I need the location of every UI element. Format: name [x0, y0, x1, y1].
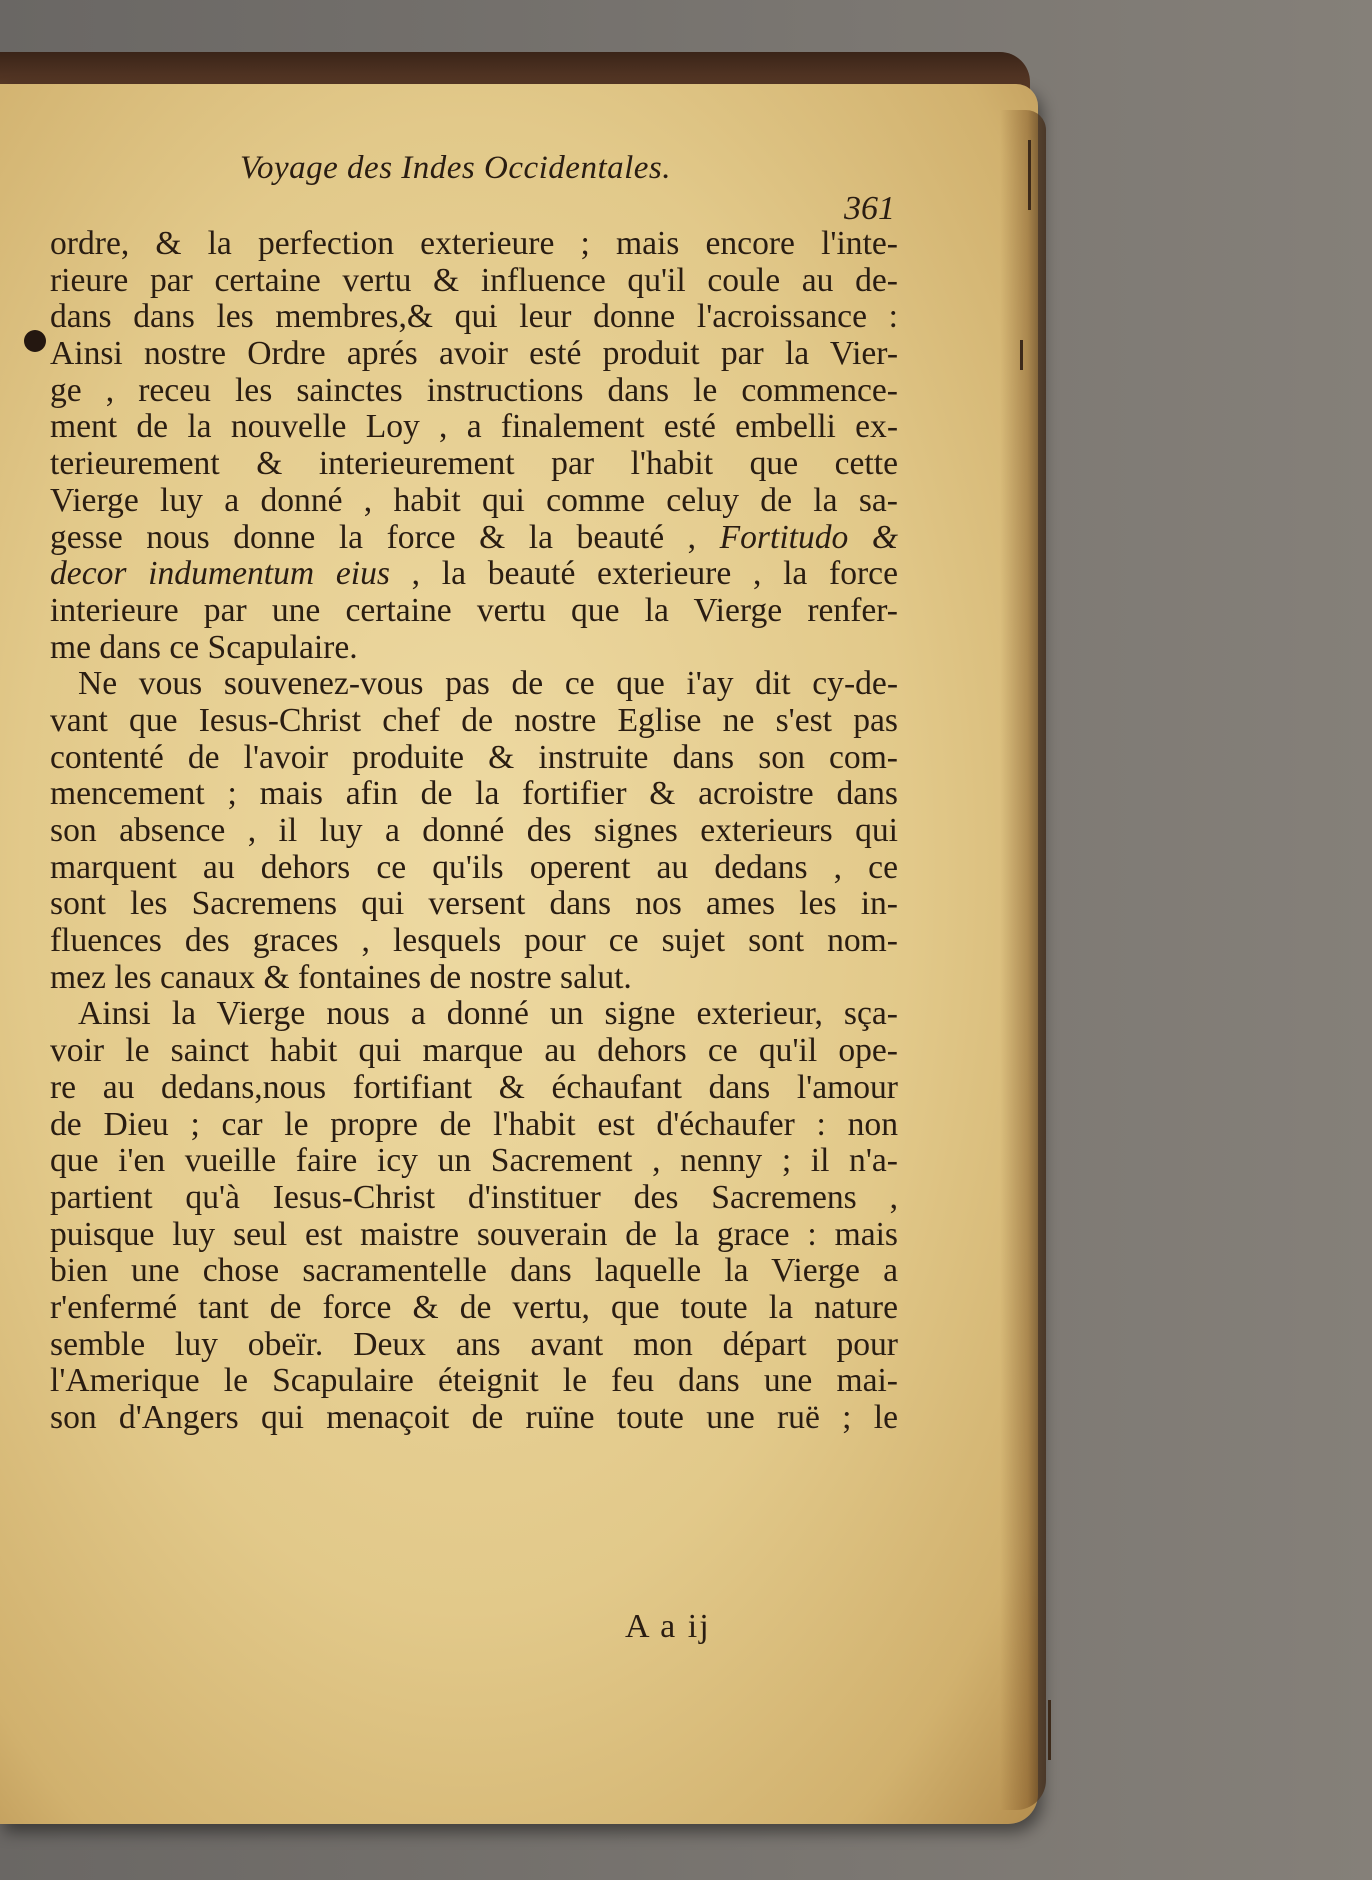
text-line — [50, 666, 898, 703]
text-line — [50, 1070, 898, 1107]
text-line — [50, 1327, 898, 1364]
text-line — [50, 483, 898, 520]
line-text: l'Amerique le Scapulaire éteignit le feu dans une mai- — [50, 1362, 898, 1400]
text-line — [50, 630, 898, 667]
text-line — [50, 299, 898, 336]
text-line — [50, 593, 898, 630]
text-line — [50, 263, 898, 300]
edge-mark — [1020, 340, 1023, 370]
latin-quotation: Fortitudo & — [719, 518, 899, 556]
line-text: son d'Angers qui menaçoit de ruïne toute une ruë ; le — [50, 1399, 898, 1436]
text-line — [50, 923, 898, 960]
latin-quotation: decor indumentum eius — [50, 555, 390, 593]
line-text: me dans ce Scapulaire. — [50, 628, 358, 666]
line-text: r'enfermé tant de force & de vertu, que toute la nature — [50, 1288, 898, 1326]
page-number: 361 — [844, 190, 895, 227]
line-text: partient qu'à Iesus-Christ d'instituer des Sacremens , — [50, 1178, 898, 1216]
ink-blot — [24, 330, 46, 352]
text-line — [50, 1180, 898, 1217]
text-line — [50, 1400, 898, 1437]
line-text: vant que Iesus-Christ chef de nostre Eglise ne s'est pas — [50, 701, 898, 739]
line-text: gesse nous donne la force & la beauté , — [50, 518, 720, 556]
line-text: Vierge luy a donné , habit qui comme celuy de la sa- — [50, 481, 898, 519]
text-line — [50, 1290, 898, 1327]
line-text: , la beauté exterieure , la force — [389, 555, 898, 593]
edge-mark — [1028, 140, 1031, 210]
line-text: Ne vous souvenez-vous pas de ce que i'ay dit cy-de- — [78, 665, 898, 703]
line-text: ge , receu les sainctes instructions dans le commence- — [50, 371, 898, 409]
line-text: re au dedans,nous fortifiant & échaufant dans l'amour — [50, 1068, 898, 1106]
text-line — [50, 850, 898, 887]
line-text: rieure par certaine vertu & influence qu'il coule au de- — [50, 261, 898, 299]
text-line — [50, 1033, 898, 1070]
edge-mark — [1048, 1700, 1051, 1760]
line-text: de Dieu ; car le propre de l'habit est d'échaufer : non — [50, 1105, 898, 1143]
signature-mark: A a ij — [625, 1608, 711, 1645]
text-line — [50, 336, 898, 373]
text-line — [50, 740, 898, 777]
text-line — [50, 226, 898, 263]
line-text: semble luy obeïr. Deux ans avant mon départ pour — [50, 1325, 898, 1363]
line-text: mez les canaux & fontaines de nostre salut. — [50, 958, 632, 996]
text-line — [50, 1107, 898, 1144]
line-text: ment de la nouvelle Loy , a finalement esté embelli ex- — [50, 408, 898, 446]
line-text: terieurement & interieurement par l'habit que cette — [50, 445, 898, 483]
text-line — [50, 886, 898, 923]
text-line — [50, 703, 898, 740]
line-text: son absence , il luy a donné des signes exterieurs qui — [50, 812, 898, 849]
line-text: voir le sainct habit qui marque au dehors ce qu'il ope- — [50, 1032, 898, 1070]
line-text: Ainsi nostre Ordre aprés avoir esté produit par la Vier- — [50, 335, 898, 373]
line-text: interieure par une certaine vertu que la Vierge renfer- — [50, 591, 898, 629]
line-text: marquent au dehors ce qu'ils operent au dedans , ce — [50, 848, 898, 886]
line-text: puisque luy seul est maistre souverain de la grace : mais — [50, 1215, 898, 1253]
text-line — [50, 1143, 898, 1180]
body-text — [50, 226, 898, 1437]
line-text: que i'en vueille faire icy un Sacrement , nenny ; il n'a- — [50, 1142, 898, 1180]
text-line — [50, 813, 898, 850]
text-line — [50, 996, 898, 1033]
text-line — [50, 1217, 898, 1254]
line-text: ordre, & la perfection exterieure ; mais encore l'inte- — [50, 225, 898, 262]
text-line — [50, 520, 898, 557]
text-line — [50, 446, 898, 483]
line-text: contenté de l'avoir produite & instruite dans son com- — [50, 738, 898, 776]
line-text: sont les Sacremens qui versent dans nos ames les in- — [50, 885, 898, 923]
running-head: Voyage des Indes Occidentales. — [240, 150, 672, 186]
text-line — [50, 776, 898, 813]
text-line — [50, 1253, 898, 1290]
text-line — [50, 1363, 898, 1400]
line-text: bien une chose sacramentelle dans laquelle la Vierge a — [50, 1252, 898, 1290]
page-edge-shadow — [1000, 110, 1046, 1810]
text-line — [50, 373, 898, 410]
line-text: fluences des graces , lesquels pour ce sujet sont nom- — [50, 922, 898, 960]
text-line — [50, 556, 898, 593]
line-text: dans dans les membres,& qui leur donne l'acroissance : — [50, 298, 898, 336]
text-line — [50, 409, 898, 446]
line-text: Ainsi la Vierge nous a donné un signe exterieur, sça- — [78, 995, 898, 1033]
line-text: mencement ; mais afin de la fortifier & acroistre dans — [50, 775, 898, 813]
text-line — [50, 960, 898, 997]
